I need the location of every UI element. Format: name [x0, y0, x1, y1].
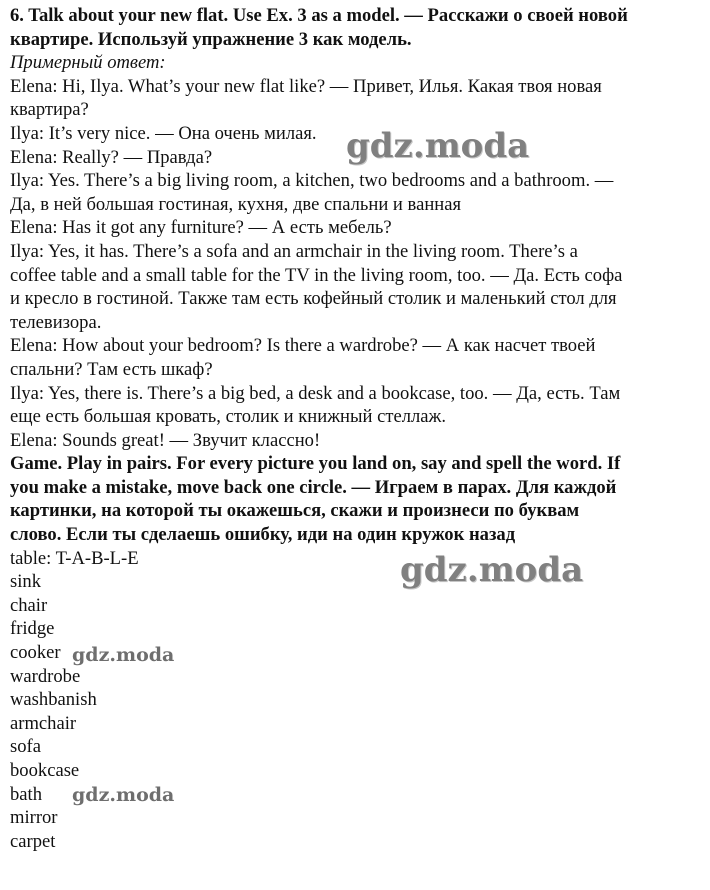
dialogue-line: Elena: Really? — Правда? — [10, 146, 213, 168]
game-heading-line: Game. Play in pairs. For every picture you land on, say and spell the word. If — [10, 453, 621, 475]
exercise-heading-line-1: 6. Talk about your new flat. Use Ex. 3 as a model. — Расскажи о своей новой — [10, 5, 628, 26]
game-heading-line: слово. Если ты сделаешь ошибку, иди на один кружок назад — [10, 524, 516, 546]
word-list-item: wardrobe — [10, 665, 81, 687]
dialogue-line: спальни? Там есть шкаф? — [10, 358, 213, 380]
word-list-item: cooker — [10, 642, 61, 664]
word-list-item: fridge — [10, 618, 55, 640]
game-heading-line: картинки, на которой ты окажешься, скажи и произнеси по буквам — [10, 500, 580, 522]
dialogue-line: Ilya: It’s very nice. — Она очень милая. — [10, 122, 317, 144]
dialogue-line: Elena: Has it got any furniture? — А есть мебель? — [10, 217, 392, 239]
dialogue-line: coffee table and a small table for the TV in the living room, too. — Да. Есть софа — [10, 264, 623, 286]
dialogue-line: Ilya: Yes, it has. There’s a sofa and an armchair in the living room. There’s a — [10, 240, 578, 262]
watermark-logo: gdz.moda — [72, 784, 175, 806]
dialogue-line: Ilya: Yes. There’s a big living room, a kitchen, two bedrooms and a bathroom. — — [10, 170, 614, 192]
word-list-item: armchair — [10, 712, 77, 734]
word-list-item: table: T-A-B-L-E — [10, 547, 139, 569]
dialogue-line: Ilya: Yes, there is. There’s a big bed, a desk and a bookcase, too. — Да, есть. Там — [10, 382, 621, 404]
dialogue-line: квартира? — [10, 99, 89, 121]
dialogue-line: Elena: Sounds great! — Звучит классно! — [10, 429, 321, 451]
word-list-item: mirror — [10, 807, 58, 829]
dialogue-line: еще есть большая кровать, столик и книжный стеллаж. — [10, 406, 447, 428]
word-list-item: chair — [10, 594, 48, 616]
word-list-item: washbanish — [10, 689, 97, 711]
dialogue-line: телевизора. — [10, 311, 102, 333]
word-list-item: carpet — [10, 830, 56, 852]
watermark-logo: gdz.moda — [346, 126, 530, 166]
dialogue-line: Elena: Hi, Ilya. What’s your new flat like? — Привет, Илья. Какая твоя новая — [10, 75, 602, 97]
watermark-logo: gdz.moda — [72, 644, 175, 666]
exercise-heading-line-2: квартире. Используй упражнение 3 как модель. — [10, 28, 412, 50]
word-list-item: bath — [10, 783, 43, 805]
dialogue-line: и кресло в гостиной. Также там есть кофейный столик и маленький стол для — [10, 288, 617, 310]
dialogue-line: Elena: How about your bedroom? Is there a wardrobe? — А как насчет твоей — [10, 335, 596, 357]
word-list-item: bookcase — [10, 760, 80, 781]
watermark-logo: gdz.moda — [400, 550, 584, 590]
word-list-item: sink — [10, 571, 41, 593]
sample-answer-label: Примерный ответ: — [10, 52, 166, 74]
game-heading-line: you make a mistake, move back one circle. — Играем в парах. Для каждой — [10, 476, 617, 498]
dialogue-line: Да, в ней большая гостиная, кухня, две спальни и ванная — [10, 193, 462, 215]
word-list-item: sofa — [10, 736, 41, 758]
